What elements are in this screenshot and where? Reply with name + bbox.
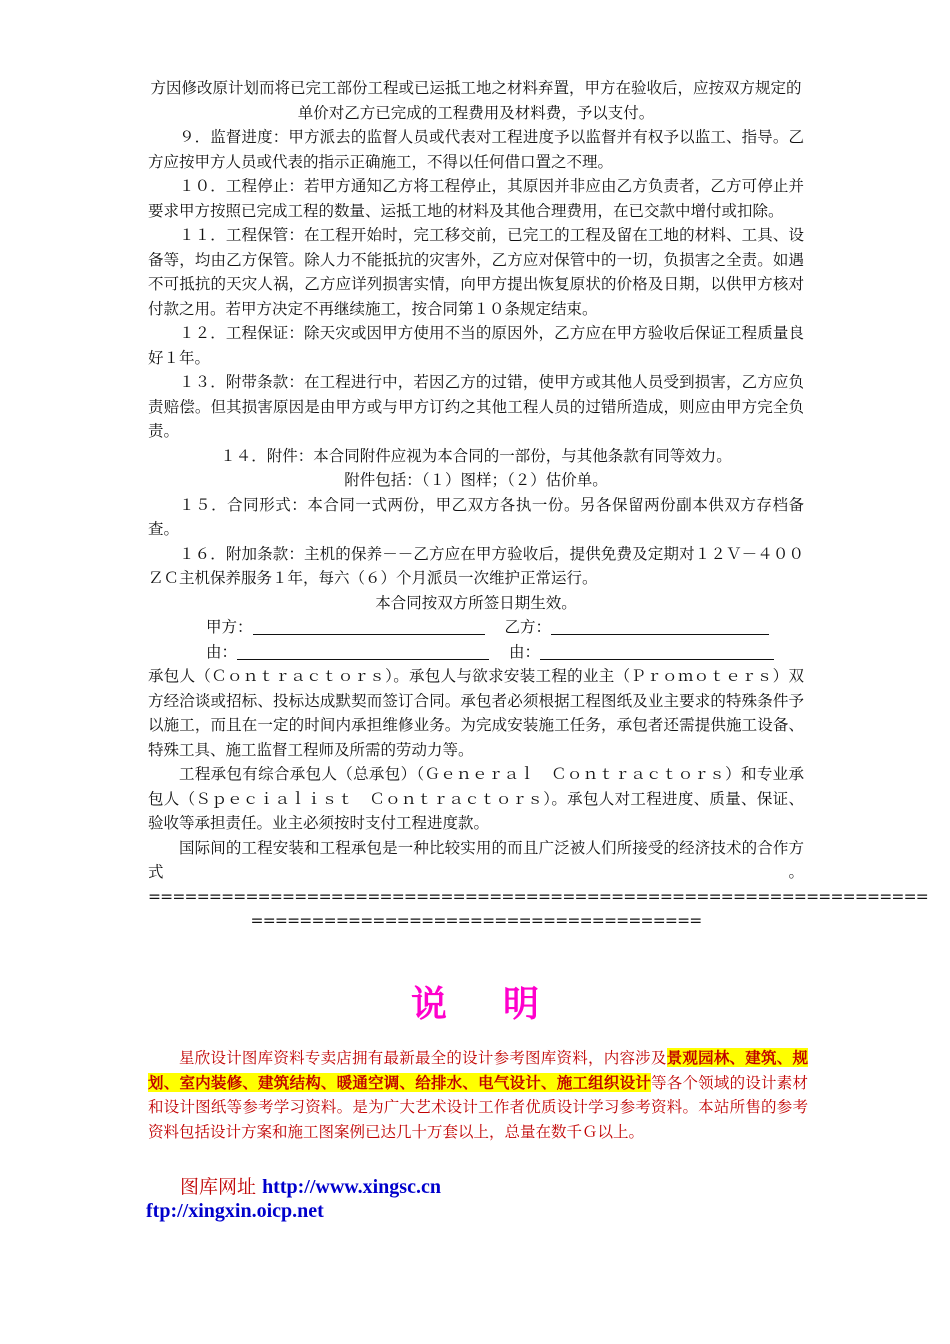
party-b-label: 乙方： — [504, 618, 552, 636]
promo-text-after: 等各个领域的设计素材和设计图纸等参考学习资料。是为广大艺术设计工作者优质设计学习参考资料。本站所售的参考资料包括设计方案和施工图案例已达几十万套以上，总量在数千Ｇ以上。 — [148, 1073, 808, 1141]
ftp-link[interactable]: ftp://xingxin.oicp.net — [146, 1200, 324, 1222]
clause-10: １０．工程停止：若甲方通知乙方将工程停止，其原因并非应由乙方负责者，乙方可停止并要求甲方按照已完成工程的数量、运抵工地的材料及其他合理费用，在已交款中增付或扣除。 — [148, 177, 804, 220]
clause-13: １３．附带条款：在工程进行中，若因乙方的过错，使甲方或其他人员受到损害，乙方应负责赔偿。但其损害原因是由甲方或与甲方订约之其他工程人员的过错所造成，则应由甲方完全负责。 — [148, 373, 804, 440]
party-a-signature-line — [253, 618, 485, 635]
party-a-label: 甲方： — [206, 618, 253, 636]
library-url-label: 图库网址 — [180, 1176, 257, 1198]
effective-date-note: 本合同按双方所签日期生效。 — [375, 593, 577, 612]
by-b-label: 由： — [509, 642, 541, 661]
by-a-label: 由： — [206, 642, 238, 661]
promo-block — [148, 1046, 808, 1144]
clause-9: ９．监督进度：甲方派去的监督人员或代表对工程进度予以监督并有权予以监工、指导。乙方应按甲方人员或代表的指示正确施工，不得以任何借口置之不理。 — [148, 128, 804, 171]
international-contracting — [148, 836, 928, 910]
signature-row-parties — [148, 615, 804, 640]
notice-heading: 说明 — [410, 984, 595, 1025]
contractor-definition: 承包人（Ｃｏｎｔｒａｃｔｏｒｓ）。承包人与欲求安装工程的业主（Ｐｒｏｍｏｔｅｒｓ）双方经洽谈或招标、投标达成默契而签订合同。承包者必须根据工程图纸及业主要求的特殊条件予以施工，而且在一定的时间内承担维修业务。为完成安装施工任务，承包者还需提供施工设备、特殊工具、施工监督工程师及所需的劳动力等。 — [148, 667, 804, 759]
promo-highlight: 景观园林、建筑、规划、室内装修、建筑结构、暖通空调、给排水、电气设计、施工组织设计 — [148, 1048, 808, 1092]
clause-15: １５．合同形式：本合同一式两份，甲乙双方各执一份。另各保留两份副本供双方存档备查。 — [148, 495, 804, 538]
equals-separator-2: ===================================== — [250, 912, 702, 930]
clause-12: １２．工程保证：除天灾或因甲方使用不当的原因外，乙方应在甲方验收后保证工程质量良好１年。 — [148, 324, 804, 367]
by-b-signature-line — [540, 643, 774, 660]
attachments-list: 附件包括：（１）图样；（２）估价单。 — [344, 471, 608, 489]
http-link[interactable]: http://www.xingsc.cn — [262, 1176, 441, 1198]
party-b-signature-line — [551, 618, 769, 635]
signature-row-representatives — [148, 640, 804, 665]
promo-text-before: 星欣设计图库资料专卖店拥有最新最全的设计参考图库资料，内容涉及 — [179, 1049, 667, 1067]
contract-body — [148, 76, 928, 934]
equals-separator-1: ================================================================ — [148, 887, 928, 906]
clause-8-continued: 方因修改原计划而将已完工部份工程或已运抵工地之材料弃置，甲方在验收后，应按双方规定的单价对乙方已完成的工程费用及材料费，予以支付。 — [150, 79, 802, 122]
contractor-types: 工程承包有综合承包人（总承包）（Ｇｅｎｅｒａｌ Ｃｏｎｔｒａｃｔｏｒｓ）和专业承包人（Ｓｐｅｃｉａｌｉｓｔ Ｃｏｎｔｒａｃｔｏｒｓ）。承包人对工程进度、质量、保证、验收等承担责任。业主必须按时支付工程进度款。 — [148, 765, 804, 832]
international-contracting-text: 国际间的工程安装和工程承包是一种比较实用的而且广泛被人们所接受的经济技术的合作方式。 — [148, 838, 804, 881]
clause-14: １４．附件：本合同附件应视为本合同的一部份，与其他条款有同等效力。 — [220, 446, 732, 465]
clause-11: １１．工程保管：在工程开始时，完工移交前，已完工的工程及留在工地的材料、工具、设备等，均由乙方保管。除人力不能抵抗的灾害外，乙方应对保管中的一切，负损害之全责。如遇不可抵抗的天灾人祸，乙方应详列损害实情，向甲方提出恢复原状的价格及日期，以供甲方核对付款之用。若甲方决定不再继续施工，按合同第１０条规定结束。 — [148, 226, 804, 318]
by-a-signature-line — [237, 643, 489, 660]
promo-paragraph — [148, 1046, 808, 1144]
clause-16: １６．附加条款：主机的保养－－乙方应在甲方验收后，提供免费及定期对１２Ｖ－４００ＺＣ主机保养服务１年，每六（６）个月派员一次维护正常运行。 — [148, 544, 804, 587]
library-url-row — [180, 1172, 441, 1199]
